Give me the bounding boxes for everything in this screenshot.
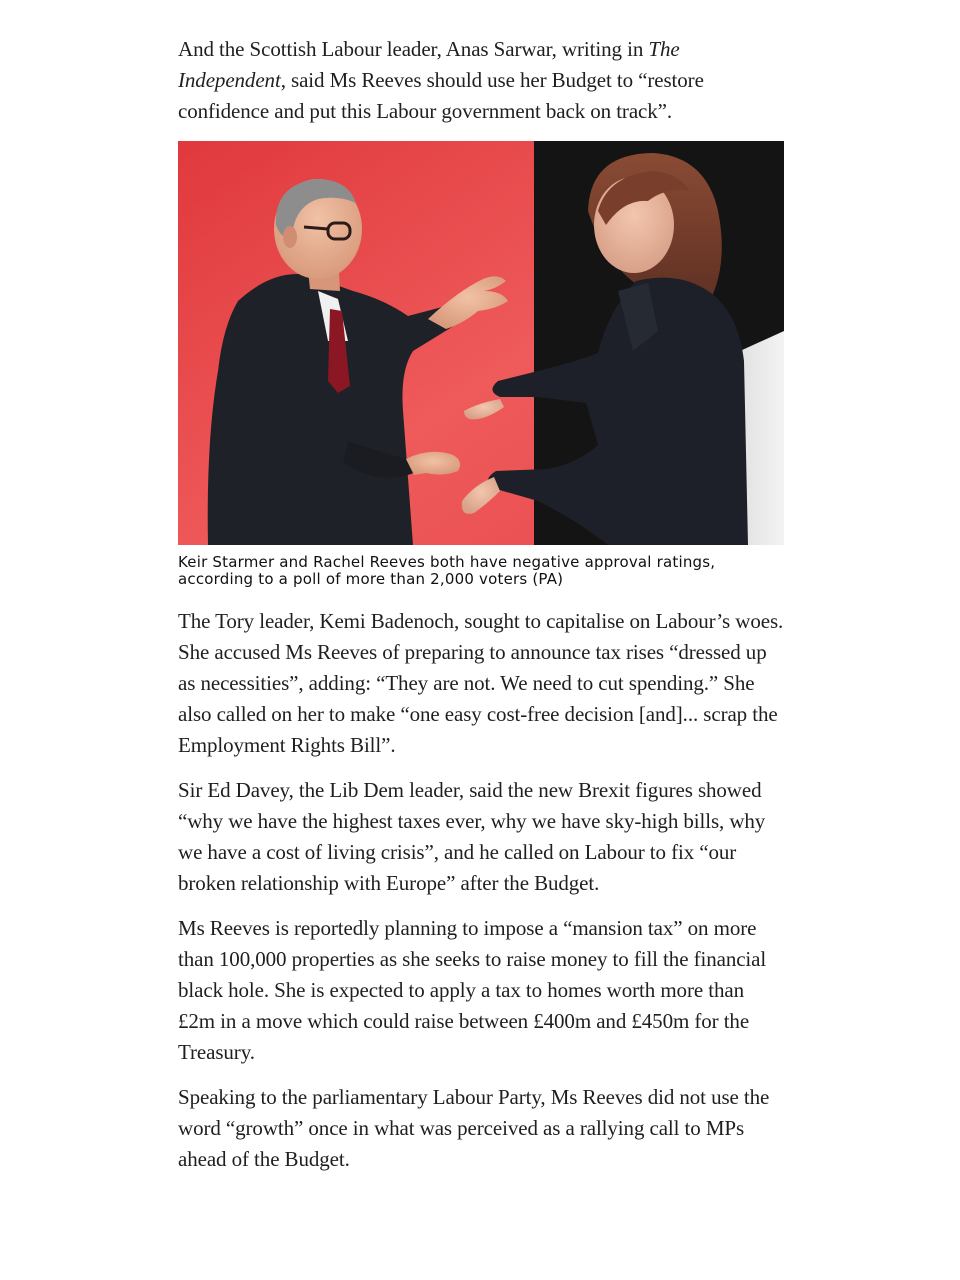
- starmer-ear: [283, 226, 297, 248]
- starmer-reeves-photo[interactable]: [178, 141, 784, 545]
- paragraph-mansion-tax: Ms Reeves is reportedly planning to impose a “mansion tax” on more than 100,000 properties as she seeks to raise money to fill the financial black hole. She is expected to apply a tax to homes worth more than £2m in a move which could raise between £400m and £450m for the Treasury.: [178, 916, 767, 1064]
- paragraph-sarwar-lead: And the Scottish Labour leader, Anas Sarwar, writing in: [178, 37, 649, 61]
- paragraph-sarwar-rest: , said Ms Reeves should use her Budget to “restore confidence and put this Labour government back on track”.: [178, 68, 704, 123]
- publication-name[interactable]: The Independent: [178, 37, 680, 92]
- article-body: [178, 34, 784, 1189]
- photo-caption: Keir Starmer and Rachel Reeves both have negative approval ratings, according to a poll of more than 2,000 voters (PA): [178, 553, 716, 588]
- starmer-glasses-arm: [304, 227, 328, 229]
- article-figure: [178, 141, 784, 588]
- paragraph-davey: Sir Ed Davey, the Lib Dem leader, said the new Brexit figures showed “why we have the highest taxes ever, why we have sky-high bills, why we have a cost of living crisis”, and he called on Labour to fix “our broken relationship with Europe” after the Budget.: [178, 778, 766, 895]
- paragraph-growth: Speaking to the parliamentary Labour Party, Ms Reeves did not use the word “growth” once in what was perceived as a rallying call to MPs ahead of the Budget.: [178, 1085, 770, 1171]
- paragraph-badenoch: The Tory leader, Kemi Badenoch, sought to capitalise on Labour’s woes. She accused Ms Reeves of preparing to announce tax rises “dressed up as necessities”, adding: “They are not. We need to cut spending.” She also called on her to make “one easy cost-free decision [and]... scrap the Employment Rights Bill”.: [178, 609, 784, 757]
- paragraph-sarwar: [178, 34, 784, 127]
